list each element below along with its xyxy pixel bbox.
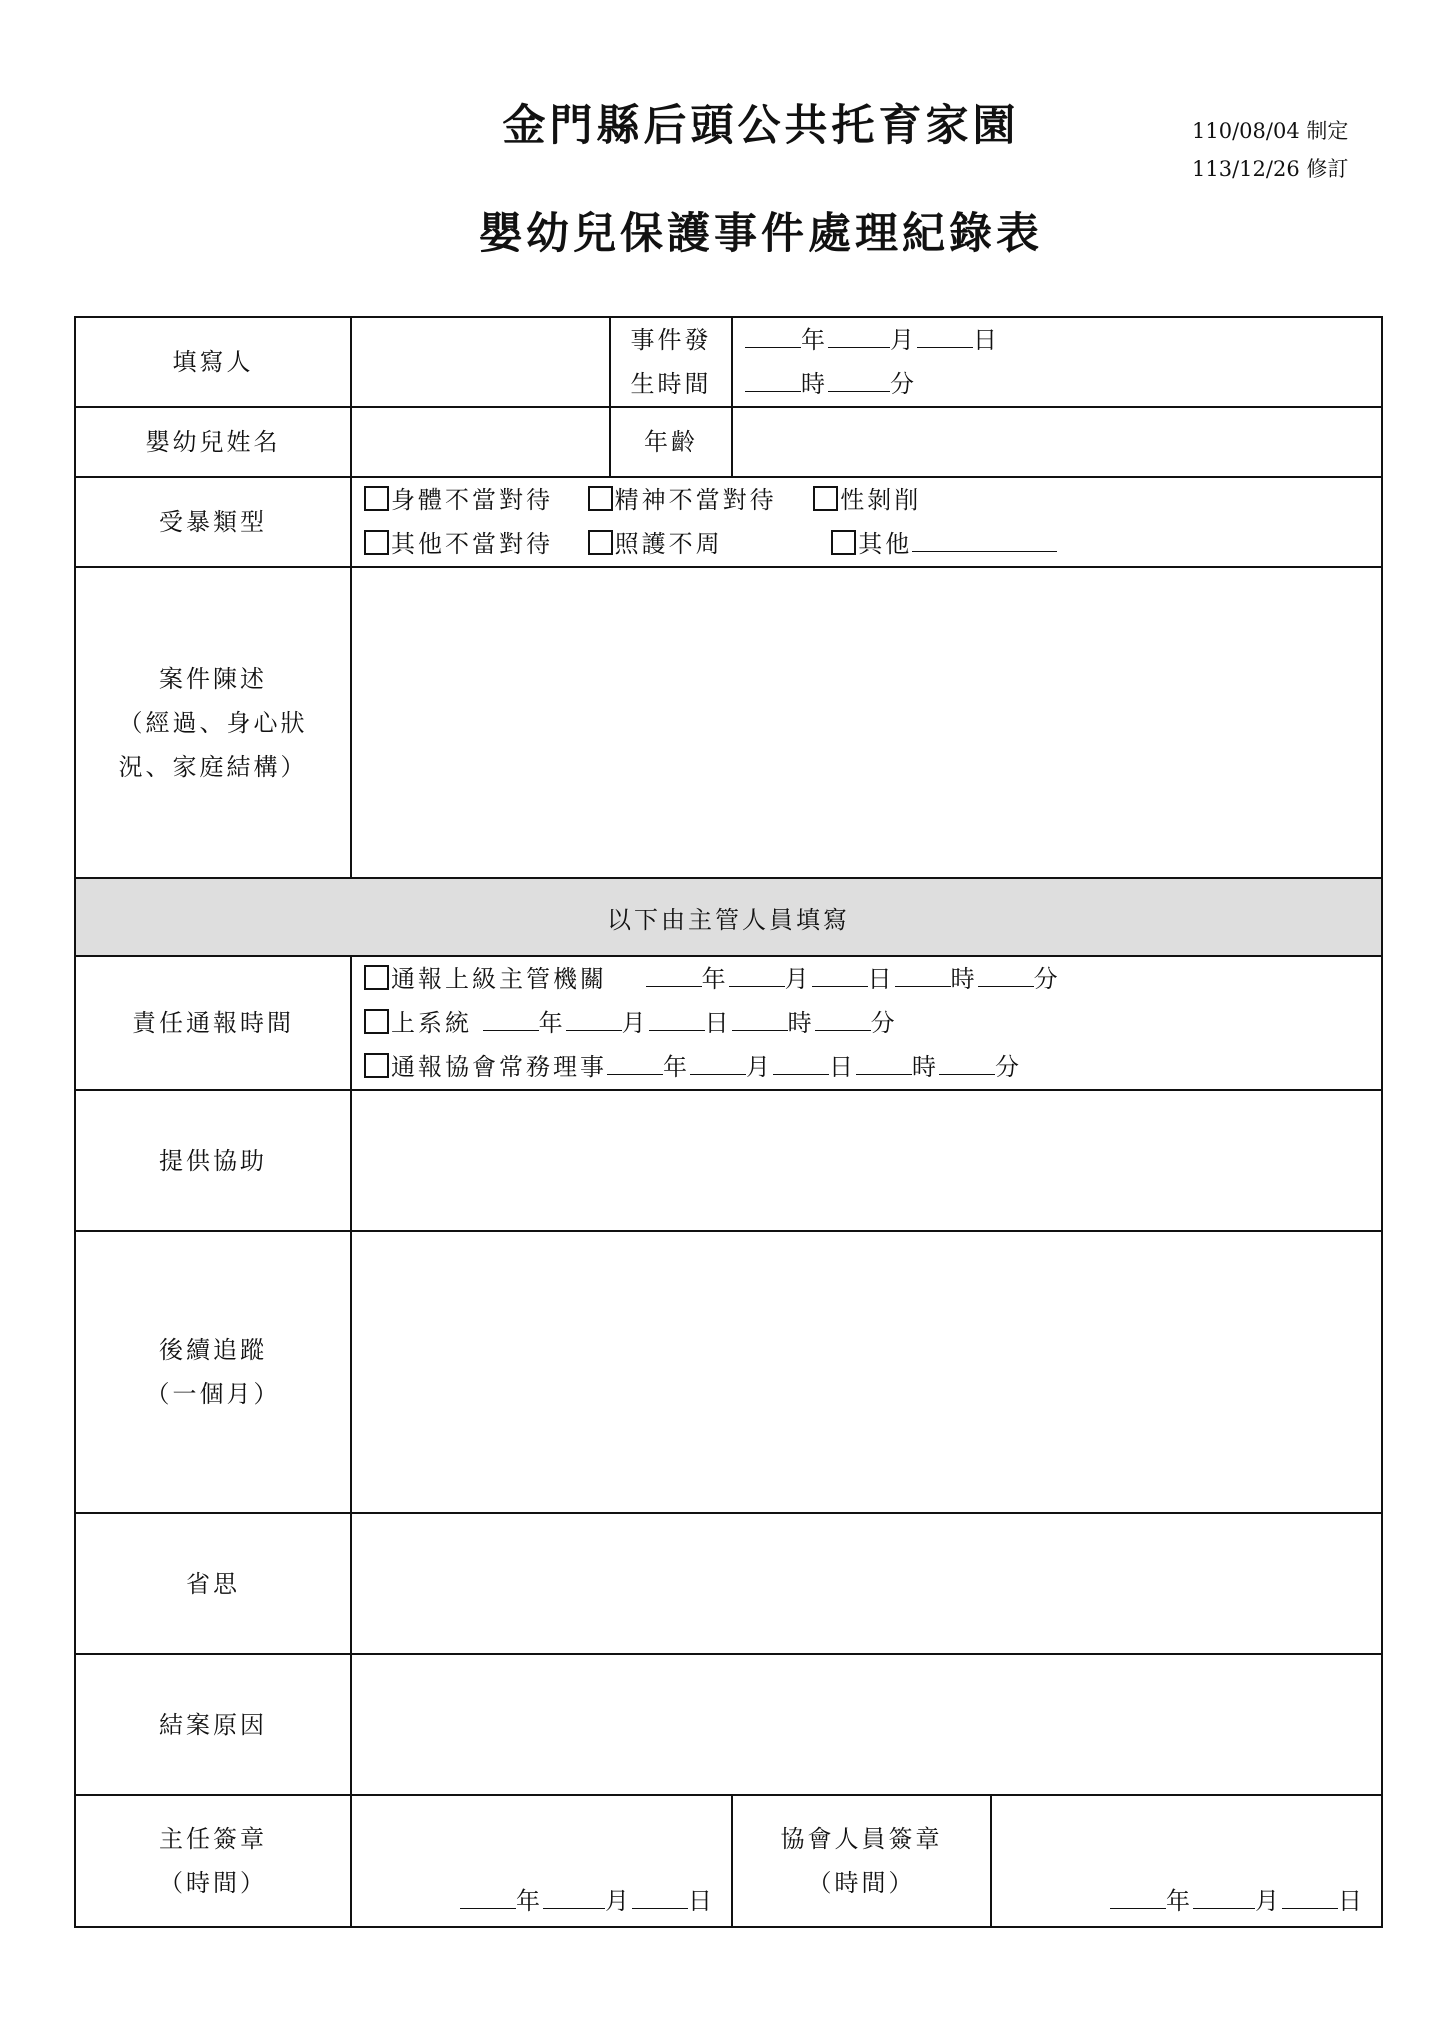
closure-reason-label: 結案原因 — [75, 1654, 351, 1795]
closure-reason-field[interactable] — [351, 1654, 1382, 1795]
writer-label: 填寫人 — [75, 317, 351, 407]
row-abuse-type — [75, 477, 1382, 567]
reflection-field[interactable] — [351, 1513, 1382, 1654]
child-name-field[interactable] — [351, 407, 610, 477]
row-reflection — [75, 1513, 1382, 1654]
row-signatures — [75, 1795, 1382, 1927]
revision-dates — [1192, 112, 1348, 188]
checkbox-report-authority[interactable] — [364, 965, 389, 990]
checkbox-report-system[interactable] — [364, 1009, 389, 1034]
revised-date: 113/12/26 修訂 — [1192, 157, 1349, 181]
row-assistance — [75, 1090, 1382, 1231]
assoc-sig-label: 協會人員簽章 （時間） — [732, 1795, 991, 1927]
org-title: 金門縣后頭公共托育家園 — [502, 101, 1020, 151]
abuse-type-options: 身體不當對待 精神不當對待 性剝削 其他不當對待 照護不周 其他 — [351, 477, 1382, 567]
writer-field[interactable] — [351, 317, 610, 407]
row-writer — [75, 317, 1382, 407]
case-desc-field[interactable] — [351, 567, 1382, 878]
row-closure — [75, 1654, 1382, 1795]
abuse-type-label: 受暴類型 — [75, 477, 351, 567]
row-supervisor-section — [75, 878, 1382, 956]
row-child — [75, 407, 1382, 477]
event-time-label: 事件發生時間 — [610, 317, 732, 407]
reflection-label: 省思 — [75, 1513, 351, 1654]
director-sig-field[interactable]: 年 月 日 — [351, 1795, 732, 1927]
checkbox-other-improper[interactable] — [364, 530, 389, 555]
supervisor-section-header: 以下由主管人員填寫 — [75, 878, 1382, 956]
row-report-time — [75, 956, 1382, 1090]
established-date: 110/08/04 制定 — [1192, 119, 1349, 143]
assistance-field[interactable] — [351, 1090, 1382, 1231]
report-time-options: 通報上級主管機關 年 月 日 時 分 上系統 年 月 日 時 分 通報協會常務理事 年 月 日 時 分 — [351, 956, 1382, 1090]
record-form-table — [74, 316, 1383, 1928]
checkbox-other[interactable] — [831, 530, 856, 555]
child-name-label: 嬰幼兒姓名 — [75, 407, 351, 477]
age-field[interactable] — [732, 407, 1382, 477]
checkbox-sexual[interactable] — [813, 486, 838, 511]
checkbox-physical[interactable] — [364, 486, 389, 511]
form-title: 嬰幼兒保護事件處理紀錄表 — [479, 209, 1043, 259]
followup-field[interactable] — [351, 1231, 1382, 1513]
assoc-sig-field[interactable]: 年 月 日 — [991, 1795, 1382, 1927]
age-label: 年齡 — [610, 407, 732, 477]
checkbox-neglect[interactable] — [588, 530, 613, 555]
row-case-desc — [75, 567, 1382, 878]
report-time-label: 責任通報時間 — [75, 956, 351, 1090]
followup-label: 後續追蹤 （一個月） — [75, 1231, 351, 1513]
row-followup — [75, 1231, 1382, 1513]
case-desc-label: 案件陳述 （經過、身心狀 況、家庭結構） — [75, 567, 351, 878]
assistance-label: 提供協助 — [75, 1090, 351, 1231]
other-blank[interactable] — [912, 527, 1057, 552]
checkbox-mental[interactable] — [588, 486, 613, 511]
event-time-field[interactable]: 年 月 日 時 分 — [732, 317, 1382, 407]
checkbox-report-association[interactable] — [364, 1053, 389, 1078]
director-sig-label: 主任簽章 （時間） — [75, 1795, 351, 1927]
